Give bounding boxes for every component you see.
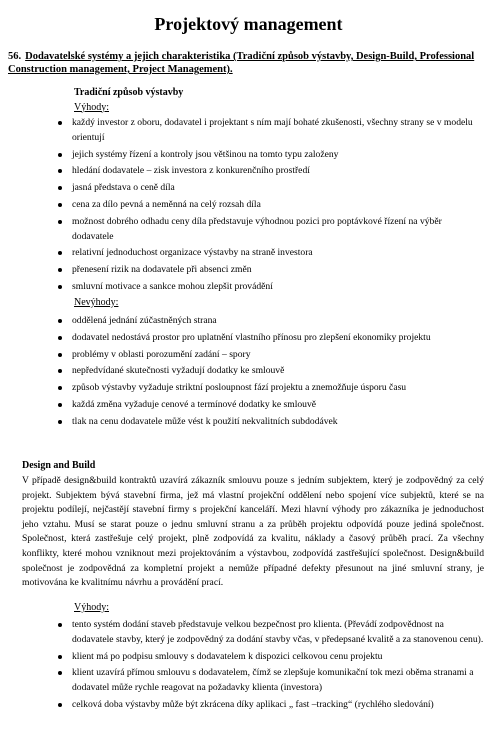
traditional-advantages-list <box>54 116 484 297</box>
list-item: relativní jednoduchost organizace výstavby na straně investora <box>54 246 484 261</box>
list-item: možnost dobrého odhadu ceny díla představuje výhodnou pozici pro poptávkové řízení na výběr dodavatele <box>54 215 484 245</box>
list-item: celková doba výstavby může být zkrácena díky aplikaci „ fast –tracking“ (rychlého sledování) <box>54 698 484 713</box>
list-item: přenesení rizik na dodavatele při absenci změn <box>54 263 484 278</box>
design-build-paragraph: V případě design&build kontraktů uzavírá zákazník smlouvu pouze s jedním subjektem, který je zodpovědný za celý projekt. Subjektem bývá stavební firma, jež má vlastní projekční oddělení nebo spojení více subjektů, které se na projektu podílejí, nejčastějí stavební firmy s projekční kanceláří. Mezi hlavní výhody pro zákazníka je jednoduchost jeho vztahu. Musí se starat pouze o jednu smluvní stranu a za průběh projektu odpovídá pouze jediná společnost. Společnost, která zastřešuje celý projekt, plně zodpovídá za kvalitu, náklady a časový průběh prací. Za všechny konflikty, které mohou vzniknout mezi projektováním a výstavbou, zodpovídá zastřešující společnost. Design&build společnost je zodpovědná za kompletní projekt a nemůže případné defekty přesunout na jiné smluvní strany, je motivována ke kvalitnímu návrhu a provádění prací. <box>22 475 484 589</box>
list-item: každý investor z oboru, dodavatel i projektant s ním mají bohaté zkušenosti, všechny strany se v modelu orientují <box>54 116 484 146</box>
list-item: klient uzavírá přímou smlouvu s dodavatelem, čímž se zlepšuje komunikační tok mezi oběma stranami a dodavatel může rychle reagovat na požadavky klienta (investora) <box>54 666 484 696</box>
section-heading <box>8 50 488 76</box>
traditional-disadvantages-label: Nevýhody: <box>74 297 119 308</box>
list-item: oddělená jednání zúčastněných strana <box>54 314 484 329</box>
list-item: dodavatel nedostává prostor pro uplatnění vlastního přínosu pro zlepšení ekonomiky projektu <box>54 331 484 346</box>
traditional-disadvantages-list <box>54 314 484 432</box>
list-item: hledání dodavatele – zisk investora z konkurenčního prostředí <box>54 164 484 179</box>
list-item: tento systém dodání staveb představuje velkou bezpečnost pro klienta. (Převádí zodpovědnost na dodavatele stavby, který je zodpovědný za dodání stavby včas, v předepsané kvalitě a za stanovenou cenu). <box>54 618 484 648</box>
design-build-advantages-label: Výhody: <box>74 602 109 613</box>
design-build-advantages-list <box>54 618 484 715</box>
list-item: způsob výstavby vyžaduje striktní posloupnost fází projektu a znemožňuje úsporu času <box>54 381 484 396</box>
section-heading-text: Dodavatelské systémy a jejich charakteristika (Tradiční způsob výstavby, Design-Build, Professional Construction management, Project Management). <box>8 51 475 75</box>
list-item: každá změna vyžaduje cenové a termínové dodatky ke smlouvě <box>54 398 484 413</box>
list-item: jasná představa o ceně díla <box>54 181 484 196</box>
list-item: nepředvídané skutečnosti vyžadují dodatky ke smlouvě <box>54 364 484 379</box>
traditional-heading: Tradiční způsob výstavby <box>74 87 184 98</box>
list-item: problémy v oblasti porozumění zadání – spory <box>54 348 484 363</box>
list-item: klient má po podpisu smlouvy s dodavatelem k dispozici celkovou cenu projektu <box>54 650 484 665</box>
page-title: Projektový management <box>154 14 343 34</box>
list-item: cena za dílo pevná a neměnná na celý rozsah díla <box>54 198 484 213</box>
list-item: jejich systémy řízení a kontroly jsou většinou na tomto typu založeny <box>54 148 484 163</box>
list-item: smluvní motivace a sankce mohou zlepšit provádění <box>54 280 484 295</box>
traditional-section <box>74 86 484 115</box>
traditional-advantages-label: Výhody: <box>74 101 109 113</box>
list-item: tlak na cenu dodavatele může vést k použití nekvalitních subdodávek <box>54 415 484 430</box>
design-build-heading: Design and Build <box>22 460 96 471</box>
section-number: 56. <box>8 51 22 62</box>
